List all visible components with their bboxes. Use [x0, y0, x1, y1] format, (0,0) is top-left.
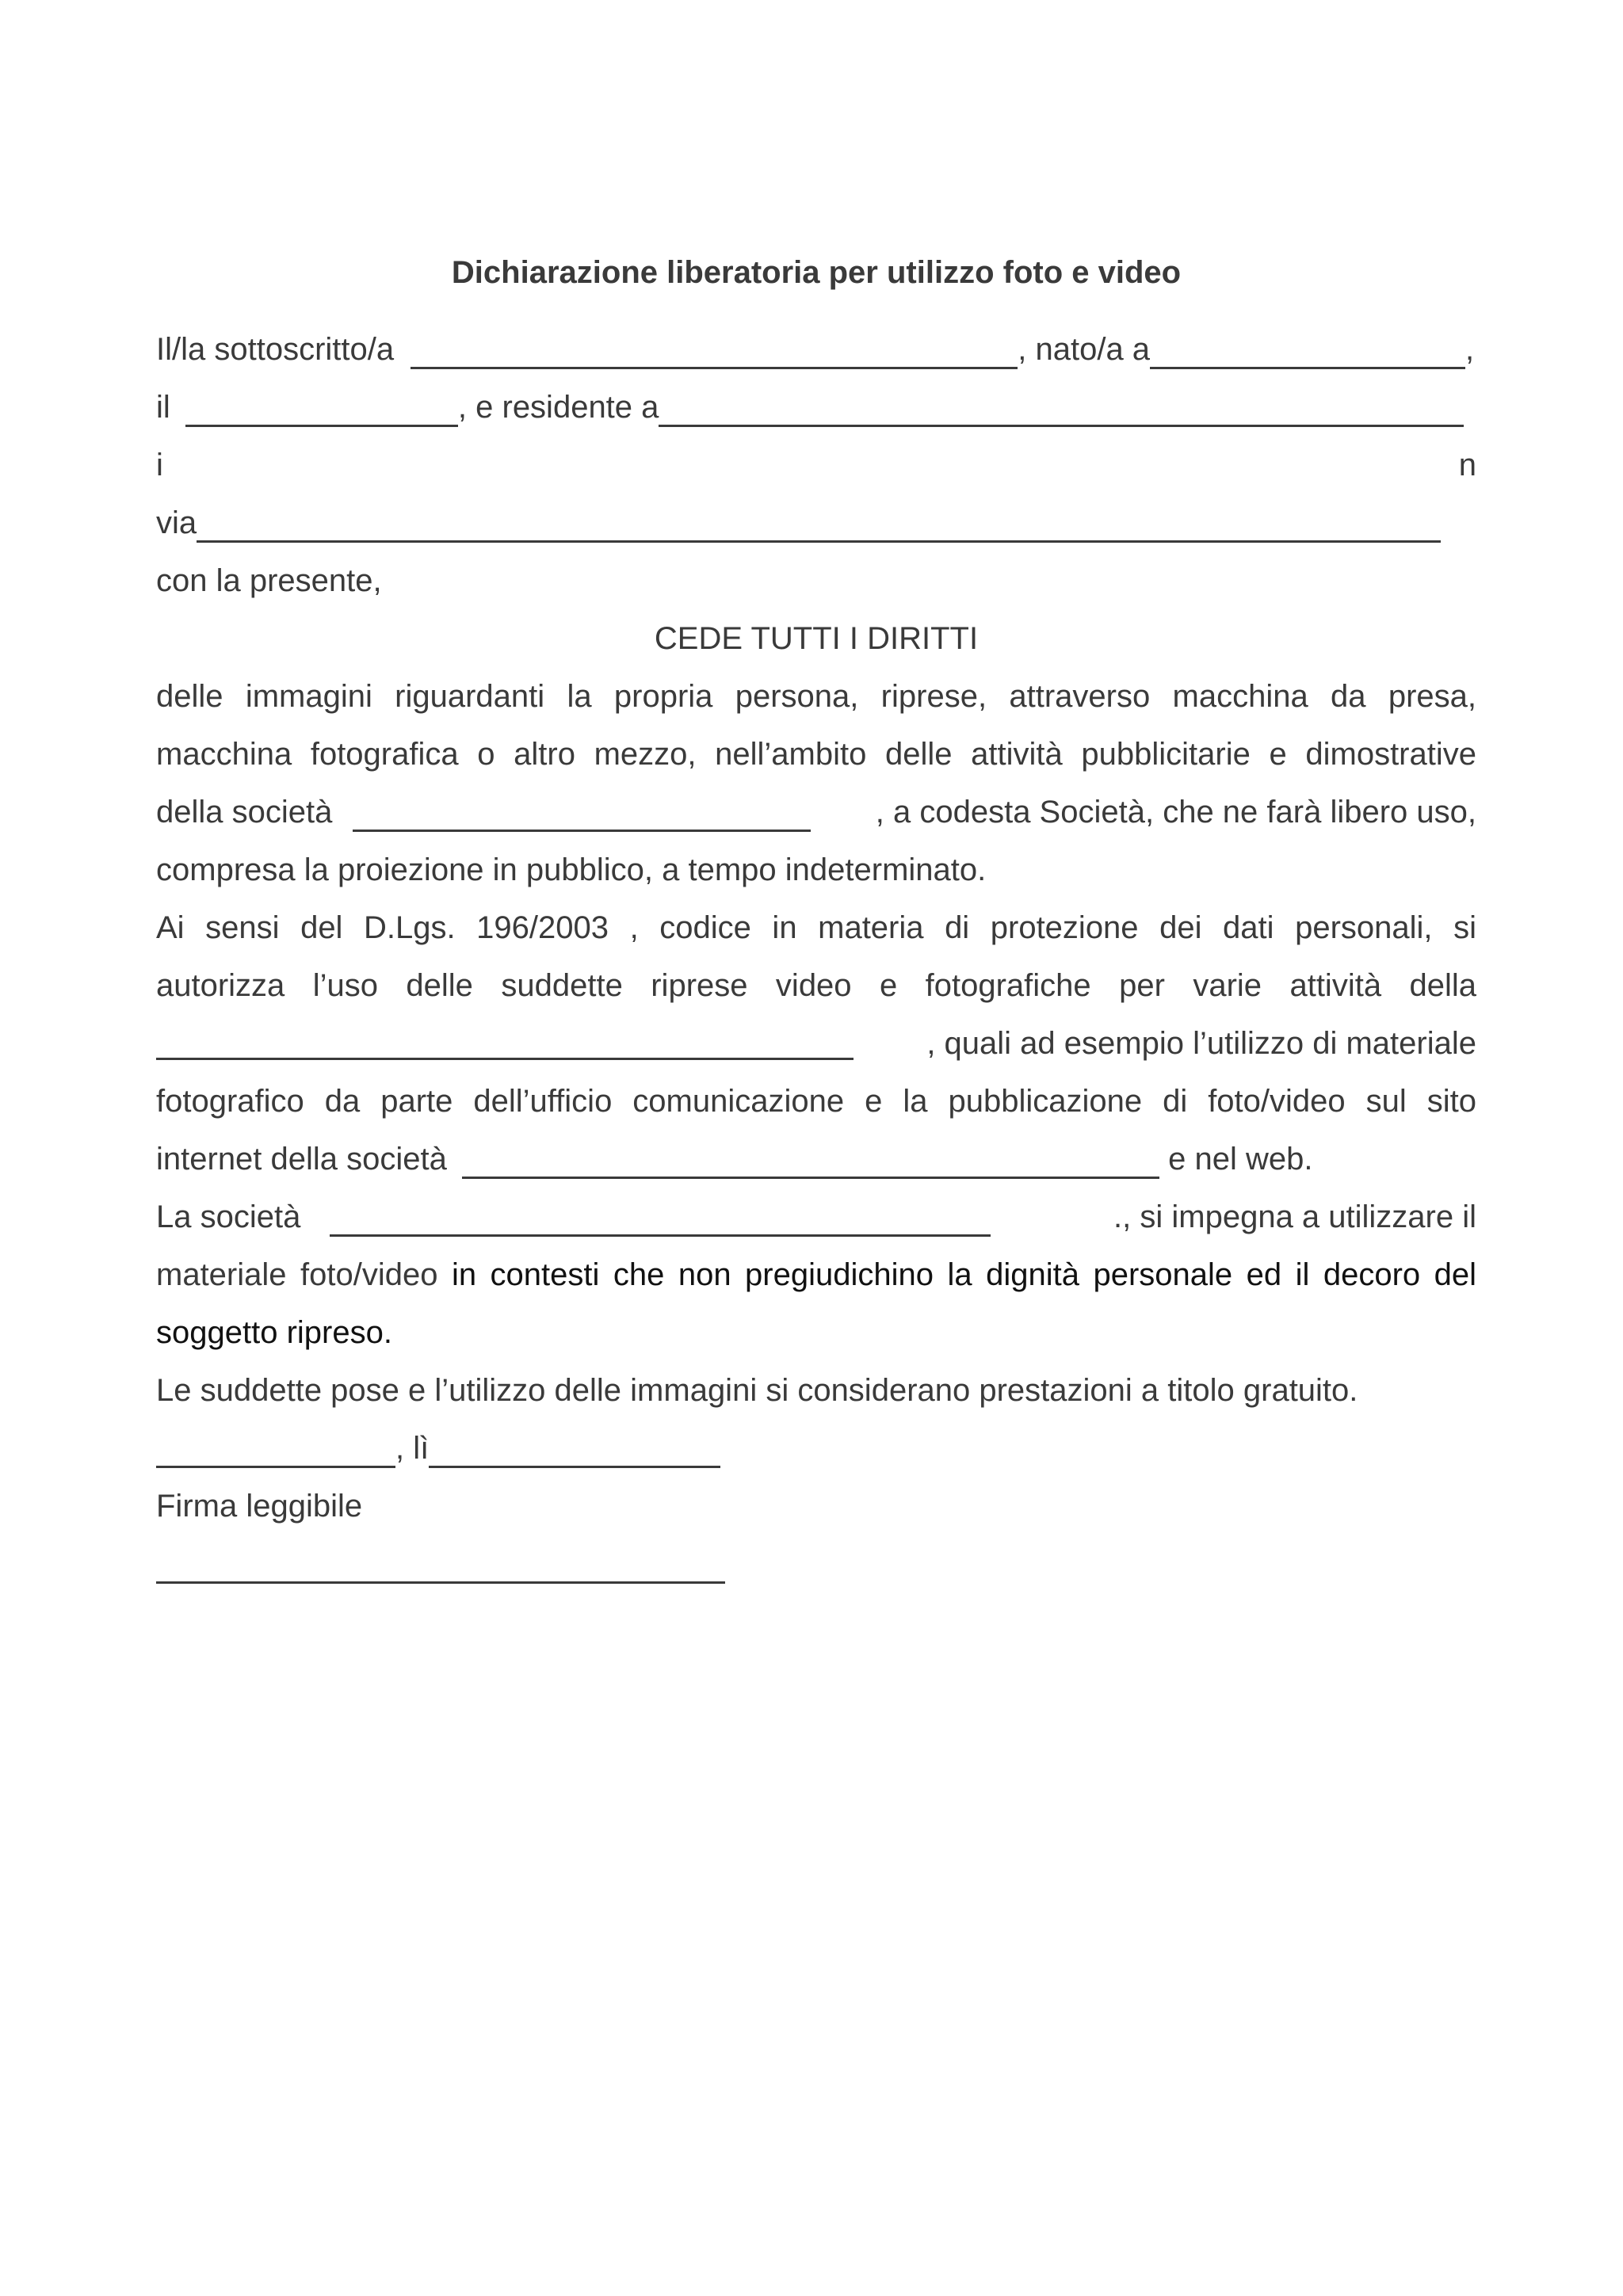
- para1-line1: delle immagini riguardanti la propria persona, riprese, attraverso macchina da presa,: [156, 679, 1476, 714]
- line-signature: [156, 1535, 1476, 1593]
- para3-line1: [156, 1188, 1476, 1246]
- para2-line1: Ai sensi del D.Lgs. 196/2003 , codice in materia di protezione dei dati personali, si: [156, 910, 1476, 945]
- label-undersigned: Il/la sottoscritto/a: [156, 332, 395, 367]
- field-company-1[interactable]: [353, 787, 811, 832]
- comma: ,: [1465, 332, 1475, 367]
- label-company-website: internet della società: [156, 1142, 447, 1177]
- field-date[interactable]: [429, 1423, 720, 1468]
- para2-line2: autorizza l’uso delle suddette riprese video e fotografiche per varie attività della: [156, 968, 1476, 1003]
- label-li: , lì: [395, 1431, 430, 1466]
- signature-label: Firma leggibile: [156, 1489, 363, 1524]
- para2-line3-end: , quali ad esempio l’utilizzo di materiale: [926, 1026, 1476, 1061]
- field-residence[interactable]: [659, 382, 1464, 427]
- line-street: [156, 494, 1476, 552]
- line-birthdate-residence: [156, 379, 1476, 437]
- para3-line1-end: ., si impegna a utilizzare il: [1113, 1199, 1476, 1234]
- para1-line4: compresa la proiezione in pubblico, a tempo indeterminato.: [156, 852, 987, 887]
- field-company-2[interactable]: [156, 1015, 854, 1060]
- document-title: Dichiarazione liberatoria per utilizzo foto e video: [451, 255, 1182, 290]
- field-signature[interactable]: [156, 1539, 725, 1584]
- document-page: [156, 0, 1476, 2296]
- field-birthdate[interactable]: [185, 382, 458, 427]
- label-company: della società: [156, 795, 333, 830]
- para2-line3: [156, 1015, 1476, 1073]
- line-with-this: con la presente,: [156, 563, 382, 598]
- line-name-birthplace: [156, 321, 1476, 379]
- para1-line2: macchina fotografica o altro mezzo, nell’ambito delle attività pubblicitarie e dimostrative: [156, 737, 1476, 772]
- label-company-3: La società: [156, 1199, 301, 1234]
- para3-line2-a: materiale foto/video: [156, 1257, 438, 1292]
- para3-line3: soggetto ripreso.: [156, 1315, 392, 1350]
- letter-i: i: [156, 448, 163, 482]
- label-and-web: e nel web.: [1168, 1142, 1313, 1177]
- line-place-date: [156, 1420, 1476, 1478]
- para1-line3-end: , a codesta Società, che ne farà libero uso,: [875, 795, 1476, 830]
- para1-line3: [156, 784, 1476, 841]
- field-company-3[interactable]: [462, 1134, 1159, 1179]
- field-company-4[interactable]: [330, 1192, 991, 1237]
- field-full-name[interactable]: [411, 324, 1018, 369]
- para4: Le suddette pose e l’utilizzo delle immagini si considerano prestazioni a titolo gratuito.: [156, 1373, 1358, 1408]
- para2-line4: fotografico da parte dell’ufficio comunicazione e la pubblicazione di foto/video sul sito: [156, 1084, 1476, 1119]
- para3-line2: [156, 1246, 1476, 1304]
- heading-cede-diritti: CEDE TUTTI I DIRITTI: [654, 621, 979, 656]
- label-via: via: [156, 505, 197, 540]
- label-il: il: [156, 390, 170, 425]
- para3-line2-b: in contesti che non pregiudichino la dignità personale ed il decoro del: [451, 1257, 1476, 1292]
- letter-n: n: [1458, 448, 1476, 482]
- para2-line5: [156, 1131, 1476, 1188]
- label-born-in: , nato/a a: [1018, 332, 1151, 367]
- field-street[interactable]: [197, 498, 1441, 543]
- field-place[interactable]: [156, 1423, 395, 1468]
- label-resident-in: , e residente a: [457, 390, 659, 425]
- field-birthplace[interactable]: [1150, 324, 1465, 369]
- line-in: [156, 437, 1476, 494]
